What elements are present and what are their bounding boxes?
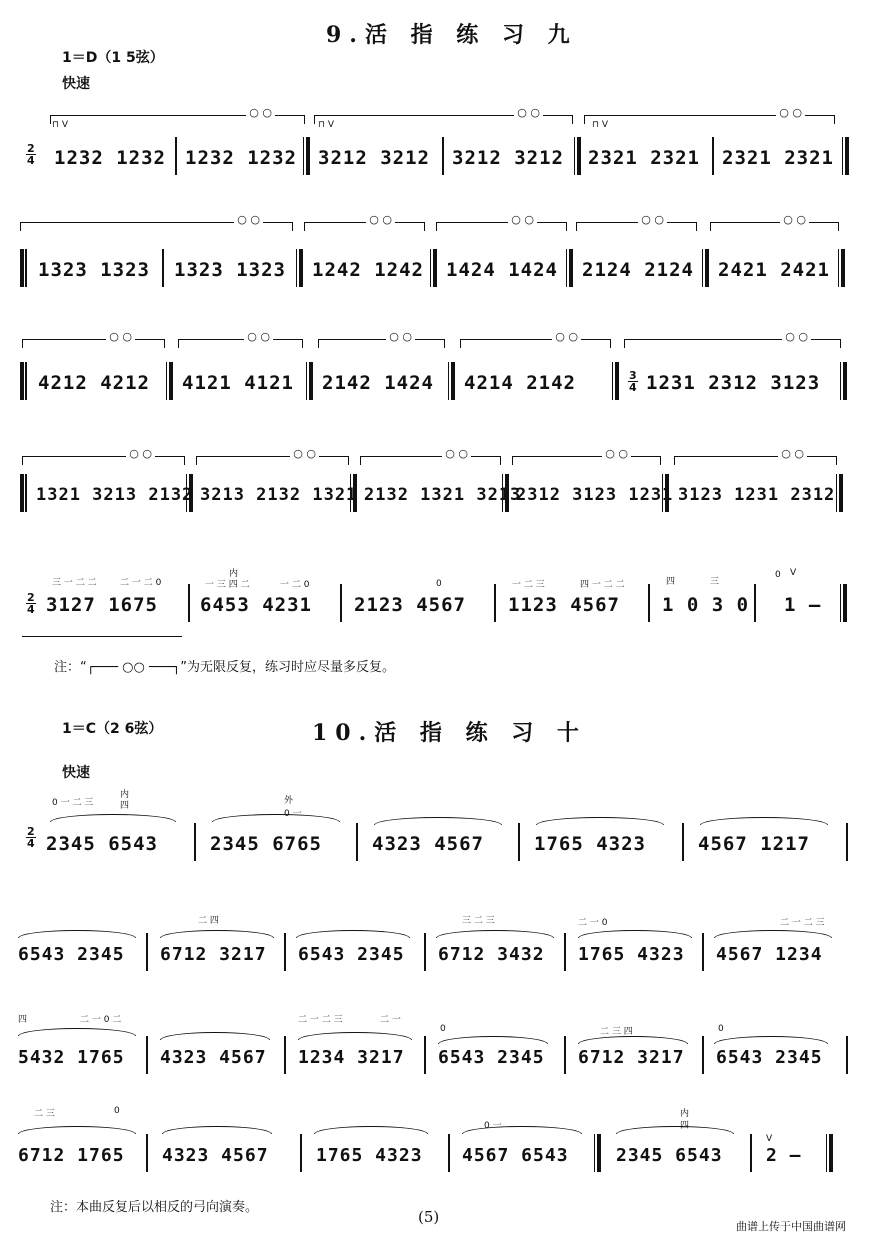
bow-mark: V — [790, 568, 797, 578]
fingering-mark: 二 一 0 — [578, 918, 608, 928]
measure: 3212 3212 — [452, 147, 564, 169]
repeat-bracket: ○ ○ — [584, 115, 835, 124]
barline — [448, 1134, 450, 1172]
repeat-bracket: ○ ○ — [710, 222, 839, 231]
measure: 1231 2312 3123 — [646, 372, 821, 394]
fingering-mark: 二 一 二 0 — [120, 578, 162, 588]
staff-row-5 — [0, 588, 877, 622]
measure: 3123 1231 2312 — [678, 485, 836, 505]
fingering-mark: 二 一 — [380, 1015, 401, 1025]
measure: 1323 1323 — [38, 259, 150, 281]
barline — [712, 137, 714, 175]
measure: 2321 2321 — [588, 147, 700, 169]
repeat-bracket: ○ ○ — [20, 222, 293, 231]
slur — [616, 1126, 734, 1134]
repeat-bracket: ○ ○ — [196, 456, 349, 465]
barline — [846, 1036, 848, 1074]
staff-row-3 — [0, 366, 877, 400]
barline — [146, 933, 148, 971]
measure: 4567 6543 — [462, 1144, 569, 1166]
repeat-bracket: ○ ○ — [674, 456, 837, 465]
repeat-start-barline — [20, 249, 28, 287]
final-barline — [842, 137, 849, 175]
staff-row-9 — [0, 1138, 877, 1172]
staff-row-6 — [0, 827, 877, 861]
barline — [702, 933, 704, 971]
measure: 2142 1424 — [322, 372, 434, 394]
fingering-mark: 一 二 三 — [512, 580, 545, 590]
measure: 1123 4567 — [508, 594, 620, 616]
slur — [314, 1126, 428, 1134]
fingering-mark: 二 一 二 三 — [780, 918, 825, 928]
measure: 4121 4121 — [182, 372, 294, 394]
measure: 2421 2421 — [718, 259, 830, 281]
slur — [162, 1126, 272, 1134]
fingering-mark: 内 — [229, 569, 239, 579]
fingering-mark: 四 一 二 二 — [580, 580, 625, 590]
measure: 1765 4323 — [316, 1144, 423, 1166]
repeat-bracket: ○ ○ — [304, 222, 425, 231]
measure: 3213 2132 1321 — [200, 485, 358, 505]
measure: 2345 6543 — [46, 833, 158, 855]
repeat-start-barline — [20, 474, 28, 512]
exercise-10-footnote: 注：本曲反复后以相反的弓向演奏。 — [50, 1200, 259, 1215]
measure: 6543 2345 — [438, 1046, 545, 1068]
barline — [754, 584, 756, 622]
measure: 4212 4212 — [38, 372, 150, 394]
barline — [424, 933, 426, 971]
barline — [284, 1036, 286, 1074]
measure: 1 0 3 0 — [662, 594, 750, 616]
fingering-mark: 外 — [284, 796, 294, 806]
measure: 6712 3217 — [160, 943, 267, 965]
barline — [300, 1134, 302, 1172]
fingering-mark: 二 四 — [198, 916, 219, 926]
fingering-mark: 0 — [718, 1024, 724, 1034]
repeat-barline — [186, 474, 193, 512]
watermark: 曲谱上传于中国曲谱网 — [736, 1220, 846, 1233]
barline — [846, 823, 848, 861]
measure: 2132 1321 3213 — [364, 485, 522, 505]
repeat-start-barline — [594, 1134, 601, 1172]
fingering-mark: 二 一 0 二 — [80, 1015, 122, 1025]
fingering-mark: 内 — [120, 790, 130, 800]
repeat-barline — [840, 362, 847, 400]
slur — [160, 1032, 270, 1040]
fingering-mark: 0 — [114, 1106, 120, 1116]
measure: 4567 1234 — [716, 943, 823, 965]
staff-row-4 — [0, 478, 877, 512]
repeat-bracket: ○ ○ — [512, 456, 661, 465]
time-signature-2-4: 2 4 — [27, 591, 35, 616]
barline — [750, 1134, 752, 1172]
fingering-mark: 一 三 四 二 — [205, 580, 250, 590]
fingering-mark: 四 — [18, 1015, 28, 1025]
barline — [702, 1036, 704, 1074]
barline — [648, 584, 650, 622]
measure: 1765 4323 — [578, 943, 685, 965]
exercise-9-tempo: 快速 — [62, 76, 90, 92]
repeat-bracket: ○ ○ — [318, 339, 445, 348]
measure: 4323 4567 — [162, 1144, 269, 1166]
barline — [175, 137, 177, 175]
fingering-mark: 二 三 四 — [600, 1027, 633, 1037]
exercise-10-key: 1＝C（2 6弦） — [62, 721, 163, 737]
repeat-bracket: ○ ○ — [460, 339, 611, 348]
fingering-mark: 四 — [680, 1121, 690, 1131]
measure: 1323 1323 — [174, 259, 286, 281]
staff-row-8 — [0, 1040, 877, 1074]
measure: 3127 1675 — [46, 594, 158, 616]
measure: 6712 3217 — [578, 1046, 685, 1068]
repeat-start-barline — [20, 362, 28, 400]
measure: 2345 6765 — [210, 833, 322, 855]
bow-marks: ⊓ V — [592, 120, 609, 130]
slur — [212, 814, 340, 822]
measure: 2 – — [766, 1144, 802, 1166]
barline — [424, 1036, 426, 1074]
measure: 4323 4567 — [160, 1046, 267, 1068]
fingering-mark: 内 — [680, 1109, 690, 1119]
measure: 1232 1232 — [185, 147, 297, 169]
barline — [188, 584, 190, 622]
slur — [18, 1028, 136, 1036]
measure: 1242 1242 — [312, 259, 424, 281]
measure: 2124 2124 — [582, 259, 694, 281]
measure: 4214 2142 — [464, 372, 576, 394]
repeat-bracket: ○ ○ — [50, 115, 305, 124]
repeat-barline — [306, 362, 313, 400]
measure: 2312 3123 1231 — [516, 485, 674, 505]
slur — [50, 814, 176, 822]
repeat-barline — [566, 249, 573, 287]
slur — [700, 817, 828, 825]
fingering-mark: 三 二 三 — [462, 916, 495, 926]
measure: 2345 6543 — [616, 1144, 723, 1166]
measure: 6712 3432 — [438, 943, 545, 965]
measure: 6543 2345 — [716, 1046, 823, 1068]
staff-row-1 — [0, 141, 877, 175]
final-barline — [840, 584, 847, 622]
repeat-bracket: ○ ○ — [178, 339, 303, 348]
measure: 6543 2345 — [298, 943, 405, 965]
repeat-barline — [702, 249, 709, 287]
fingering-mark: 四 — [666, 577, 676, 587]
barline — [442, 137, 444, 175]
barline — [564, 933, 566, 971]
bow-marks: ⊓ V — [318, 120, 335, 130]
exercise-9-footnote: 注：“┌─── ○○ ───┐”为无限反复，练习时应尽量多反复。 — [54, 660, 396, 675]
repeat-barline — [430, 249, 437, 287]
barline — [494, 584, 496, 622]
slur — [18, 1126, 136, 1134]
fingering-mark: 四 — [120, 801, 130, 811]
measure: 6453 4231 — [200, 594, 312, 616]
fingering-mark: 0 一 — [484, 1121, 502, 1131]
repeat-bracket: ○ ○ — [314, 115, 573, 124]
repeat-barline — [350, 474, 357, 512]
repeat-end-barline — [574, 137, 581, 175]
measure: 6712 1765 — [18, 1144, 125, 1166]
footnote-rule — [22, 636, 182, 637]
barline — [146, 1134, 148, 1172]
repeat-bracket: ○ ○ — [624, 339, 841, 348]
measure: 1321 3213 2132 — [36, 485, 194, 505]
fingering-mark: 0 — [436, 579, 442, 589]
time-signature-2-4: 2 4 — [27, 825, 35, 850]
fingering-mark: 三 — [710, 577, 720, 587]
measure: 1232 1232 — [54, 147, 166, 169]
fingering-mark: 二 一 二 三 — [298, 1015, 343, 1025]
repeat-barline — [502, 474, 509, 512]
bow-marks: ⊓ V — [52, 120, 69, 130]
repeat-barline — [448, 362, 455, 400]
measure: 1234 3217 — [298, 1046, 405, 1068]
barline — [284, 933, 286, 971]
barline — [518, 823, 520, 861]
fingering-mark: 0 — [775, 570, 781, 580]
measure: 1 – — [784, 594, 822, 616]
exercise-10-tempo: 快速 — [62, 765, 90, 781]
time-signature-3-4: 3 4 — [629, 369, 637, 394]
measure: 2123 4567 — [354, 594, 466, 616]
slur — [462, 1126, 582, 1134]
slur — [298, 1032, 412, 1040]
measure: 3212 3212 — [318, 147, 430, 169]
bow-mark: V — [766, 1134, 773, 1144]
fingering-mark: 一 二 0 — [280, 580, 310, 590]
time-signature-2-4: 2 4 — [27, 142, 35, 167]
final-barline — [826, 1134, 833, 1172]
page-number: (5) — [418, 1208, 440, 1226]
repeat-bracket: ○ ○ — [436, 222, 567, 231]
barline — [194, 823, 196, 861]
barline — [682, 823, 684, 861]
repeat-barline — [296, 249, 303, 287]
measure: 5432 1765 — [18, 1046, 125, 1068]
staff-row-7 — [0, 937, 877, 971]
exercise-10-title: 10.活 指 练 习 十 — [312, 720, 587, 746]
slur — [536, 817, 664, 825]
fingering-mark: 0 一 二 三 — [52, 798, 94, 808]
fingering-mark: 三 一 二 二 — [52, 578, 97, 588]
measure: 2321 2321 — [722, 147, 834, 169]
exercise-9-title: 9.活 指 练 习 九 — [326, 22, 578, 48]
slur — [374, 817, 502, 825]
fingering-mark: 0 一 — [284, 809, 302, 819]
repeat-barline — [662, 474, 669, 512]
measure: 4567 1217 — [698, 833, 810, 855]
repeat-barline — [836, 474, 843, 512]
repeat-barline — [612, 362, 619, 400]
barline — [564, 1036, 566, 1074]
staff-row-2 — [0, 253, 877, 287]
barline — [162, 249, 164, 287]
repeat-bracket: ○ ○ — [576, 222, 697, 231]
fingering-mark: 二 三 — [34, 1109, 55, 1119]
repeat-barline — [838, 249, 845, 287]
barline — [356, 823, 358, 861]
fingering-mark: 0 — [440, 1024, 446, 1034]
repeat-bracket: ○ ○ — [22, 339, 165, 348]
repeat-end-barline — [303, 137, 310, 175]
measure: 4323 4567 — [372, 833, 484, 855]
repeat-bracket: ○ ○ — [22, 456, 185, 465]
exercise-9-key: 1＝D（1 5弦） — [62, 50, 164, 66]
repeat-barline — [166, 362, 173, 400]
repeat-bracket: ○ ○ — [360, 456, 501, 465]
barline — [340, 584, 342, 622]
measure: 1765 4323 — [534, 833, 646, 855]
barline — [146, 1036, 148, 1074]
measure: 1424 1424 — [446, 259, 558, 281]
measure: 6543 2345 — [18, 943, 125, 965]
